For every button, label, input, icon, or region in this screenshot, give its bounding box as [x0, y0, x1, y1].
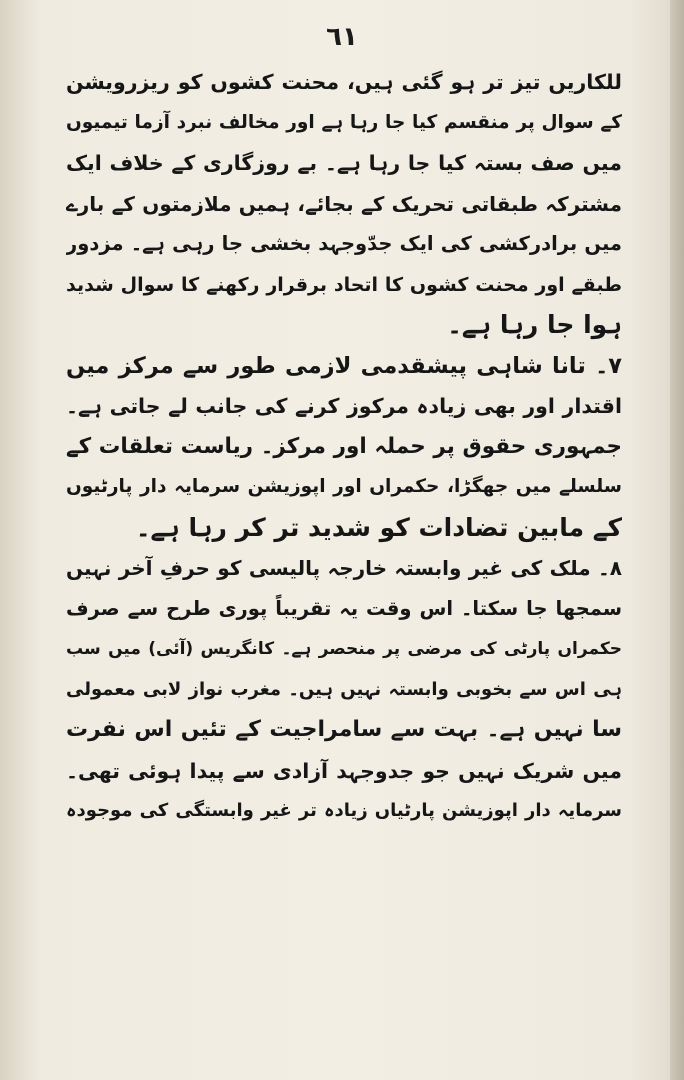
- text-line: ۷۔ تانا شاہی پیشقدمی لازمی طور سے مرکز میں: [66, 352, 622, 379]
- text-line: جمہوری حقوق پر حملہ اور مرکز۔ ریاست تعلقات کے: [66, 433, 622, 459]
- body-text: [66, 62, 622, 832]
- text-line: للکاریں تیز تر ہو گئی ہیں، محنت کشوں کو ریزرویشن: [66, 70, 622, 94]
- text-line: میں صف بستہ کیا جا رہا ہے۔ بے روزگاری کے خلاف ایک: [66, 151, 622, 175]
- page-spine-edge: [670, 0, 684, 1080]
- text-line: سرمایہ دار اپوزیشن پارٹیاں زیادہ تر غیر وابستگی کی موجودہ: [66, 800, 622, 821]
- text-line: میں برادرکشی کی ایک جدّوجہد بخشی جا رہی ہے۔ مزدور: [66, 232, 622, 255]
- text-line: ۸۔ ملک کی غیر وابستہ خارجہ پالیسی کو حرفِ آخر نہیں: [66, 556, 622, 580]
- text-line: اقتدار اور بھی زیادہ مرکوز کرنے کی جانب لے جاتی ہے۔: [66, 394, 622, 418]
- text-line: سمجھا جا سکتا۔ اس وقت یہ تقریباً پوری طرح سے صرف: [66, 596, 622, 620]
- text-line: سلسلے میں جھگڑا، حکمراں اور اپوزیشن سرمایہ دار پارٹیوں: [66, 476, 622, 497]
- text-line-paragraph-end: ہوا جا رہا ہے۔: [447, 310, 622, 339]
- text-line: طبقے اور محنت کشوں کا اتحاد برقرار رکھنے کا سوال شدید: [66, 273, 622, 296]
- text-line: مشترکہ طبقاتی تحریک کے بجائے، ہمیں ملازمتوں کے بارے: [66, 191, 622, 216]
- text-line-paragraph-end: کے مابین تضادات کو شدید تر کر رہا ہے۔: [135, 512, 622, 542]
- page-number: ٦١: [326, 22, 358, 52]
- text-line: سا نہیں ہے۔ بہت سے سامراجیت کے تئیں اس نفرت: [66, 717, 622, 742]
- text-line: کے سوال پر منقسم کیا جا رہا ہے اور مخالف نبرد آزما تیمیوں: [66, 111, 622, 133]
- text-line: ہی اس سے بخوبی وابستہ نہیں ہیں۔ مغرب نواز لابی معمولی: [66, 678, 622, 700]
- text-line: حکمراں پارٹی کی مرضی پر منحصر ہے۔ کانگریس (آئی) میں سب: [66, 639, 622, 659]
- text-line: میں شریک نہیں جو جدوجہد آزادی سے پیدا ہوئی تھی۔: [66, 758, 622, 783]
